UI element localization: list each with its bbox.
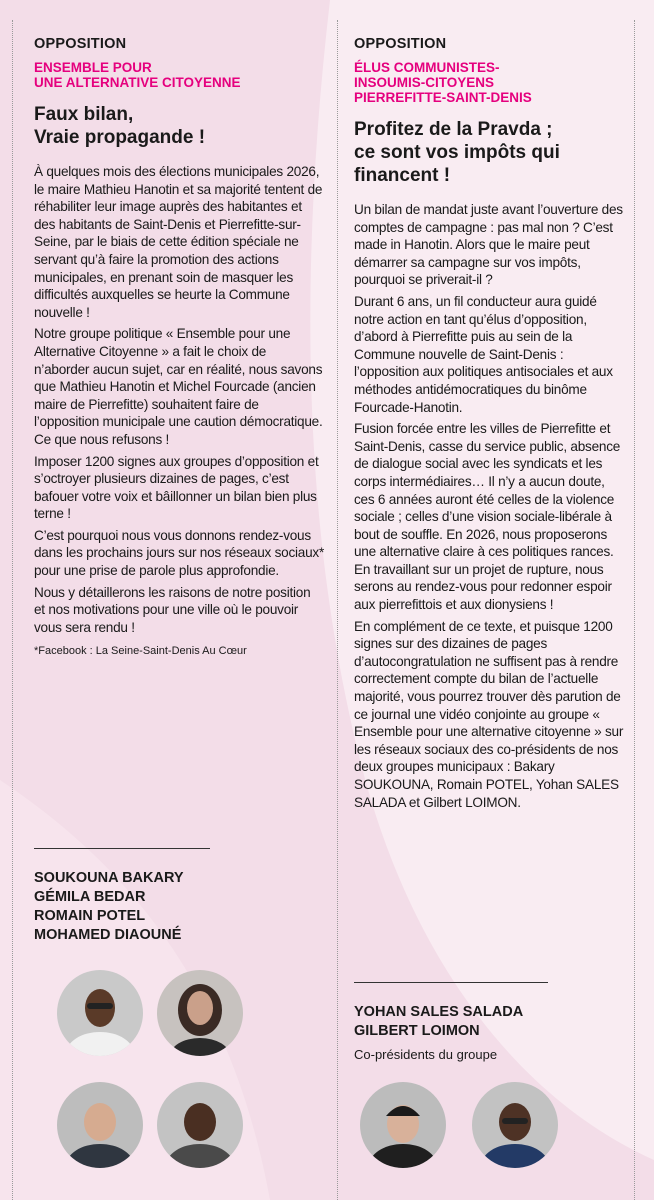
left-headline-line-1: Faux bilan, xyxy=(34,104,134,125)
column-divider-right xyxy=(634,20,635,1200)
signatory-name: YOHAN SALES SALADA xyxy=(354,1004,524,1020)
right-headline-line-2: ce sont vos impôts qui xyxy=(354,142,560,163)
left-headline xyxy=(34,103,324,149)
left-group-line-1: ENSEMBLE POUR xyxy=(34,60,152,75)
right-group-line-2: INSOUMIS-CITOYENS xyxy=(354,75,495,90)
right-signatory-list xyxy=(354,1003,626,1041)
column-divider-middle xyxy=(337,20,338,1200)
left-paragraph: Imposer 1200 signes aux groupes d’opposition et s’octroyer plusieurs dizaines de pages, c’est bafouer votre voix et bâillonner un bilan bien plus terne ! xyxy=(34,453,319,522)
column-divider-left xyxy=(12,20,13,1200)
right-paragraph: Fusion forcée entre les villes de Pierrefitte et Saint-Denis, casse du service public, absence de dialogue social avec les syndicats et les corps intermédiaires… Il n’y a aucun doute, ces 6 années auront été celles de la violence sociale ; celles d’une vision sociale-libérale à bout de souffle. En 2026, nous proposerons une alternative claire à ces politiques rances. En travaillant sur un projet de rupture, nous serons au rendez-vous pour redonner espoir aux pierrefittois et aux dionysiens ! xyxy=(354,421,621,613)
right-paragraph: Durant 6 ans, un fil conducteur aura guidé notre action en tant qu’élus d’opposition, d’abord à Pierrefitte puis au sein de la Commune nouvelle de Saint-Denis : l’opposition aux politiques antisociales et aux méthodes antidémocratiques du binôme Fourcade-Hanotin. xyxy=(354,293,613,415)
signatory-name: ROMAIN POTEL xyxy=(34,908,146,924)
right-group-name xyxy=(354,60,626,105)
left-headline-line-2: Vraie propagande ! xyxy=(34,127,206,148)
signatory-name: SOUKOUNA BAKARY xyxy=(34,870,184,886)
signatory-name: GILBERT LOIMON xyxy=(354,1023,480,1039)
signatory-name: MOHAMED DIAOUNÉ xyxy=(34,927,182,943)
portrait-photo xyxy=(57,970,143,1056)
left-kicker: OPPOSITION xyxy=(34,36,127,52)
signatory-role: Co-présidents du groupe xyxy=(354,1047,498,1062)
right-paragraph: Un bilan de mandat juste avant l’ouverture des comptes de campagne : pas mal non ? C’est made in Hanotin. Alors que le maire peut démarrer sa campagne sur vos impôts, pourquoi se priverait-il ? xyxy=(354,202,623,288)
signatory-name: GÉMILA BEDAR xyxy=(34,889,146,905)
left-signature-block xyxy=(34,848,324,945)
left-footnote: *Facebook : La Seine-Saint-Denis Au Cœur xyxy=(34,645,247,658)
left-group-name xyxy=(34,60,324,90)
right-signature-block xyxy=(354,982,626,1062)
portrait-photo xyxy=(57,1082,143,1168)
left-signatory-list xyxy=(34,869,324,945)
right-headline-line-3: financent ! xyxy=(354,165,451,186)
portrait-photo xyxy=(157,970,243,1056)
right-group-line-3: PIERREFITTE-SAINT-DENIS xyxy=(354,90,532,105)
left-column xyxy=(34,36,324,658)
left-signature-rule xyxy=(34,848,210,849)
left-paragraph: À quelques mois des élections municipales 2026, le maire Mathieu Hanotin et sa majorité tentent de réhabiliter leur image auprès des habitantes et des habitants de Saint-Denis et Pierrefitte-sur-Seine, par le biais de cette édition spéciale ne servant qu’à faire la promotion des actions municipales, en prenant soin de masquer les difficultés auxquelles se heurte la Commune nouvelle ! xyxy=(34,164,323,320)
right-column xyxy=(354,36,626,815)
left-paragraph: Nous y détaillerons les raisons de notre position et nos motivations pour une ville où le pouvoir vous sera rendu ! xyxy=(34,584,311,635)
right-group-line-1: ÉLUS COMMUNISTES- xyxy=(354,60,500,75)
portrait-photo xyxy=(360,1082,446,1168)
portrait-photo xyxy=(472,1082,558,1168)
right-headline-line-1: Profitez de la Pravda ; xyxy=(354,119,553,140)
left-paragraph: Notre groupe politique « Ensemble pour une Alternative Citoyenne » a fait le choix de n’aborder aucun sujet, car en réalité, nous savons que Mathieu Hanotin et Michel Fourcade (ancien maire de Pierrefitte) souhaitent faire de l’opposition municipale une caution démocratique. Ce que nous refusons ! xyxy=(34,326,323,447)
right-kicker: OPPOSITION xyxy=(354,36,447,52)
left-group-line-2: UNE ALTERNATIVE CITOYENNE xyxy=(34,75,241,90)
right-paragraph: En complément de ce texte, et puisque 1200 signes sur des dizaines de pages d’autocongratulation ne suffisent pas à rendre correctement compte du bilan de l’actuelle majorité, vous pourrez trouver dès parution de ce journal une vidéo conjointe au groupe « Ensemble pour une alternative citoyenne » sur les réseaux sociaux des co-présidents de nos deux groupes municipaux : Bakary SOUKOUNA, Romain POTEL, Yohan SALES SALADA et Gilbert LOIMON. xyxy=(354,618,624,810)
portrait-photo xyxy=(157,1082,243,1168)
right-headline xyxy=(354,118,626,187)
right-signature-rule xyxy=(354,982,548,983)
left-paragraph: C’est pourquoi nous vous donnons rendez-vous dans les prochains jours sur nos réseaux sociaux* pour une prise de parole plus approfondie. xyxy=(34,527,324,579)
